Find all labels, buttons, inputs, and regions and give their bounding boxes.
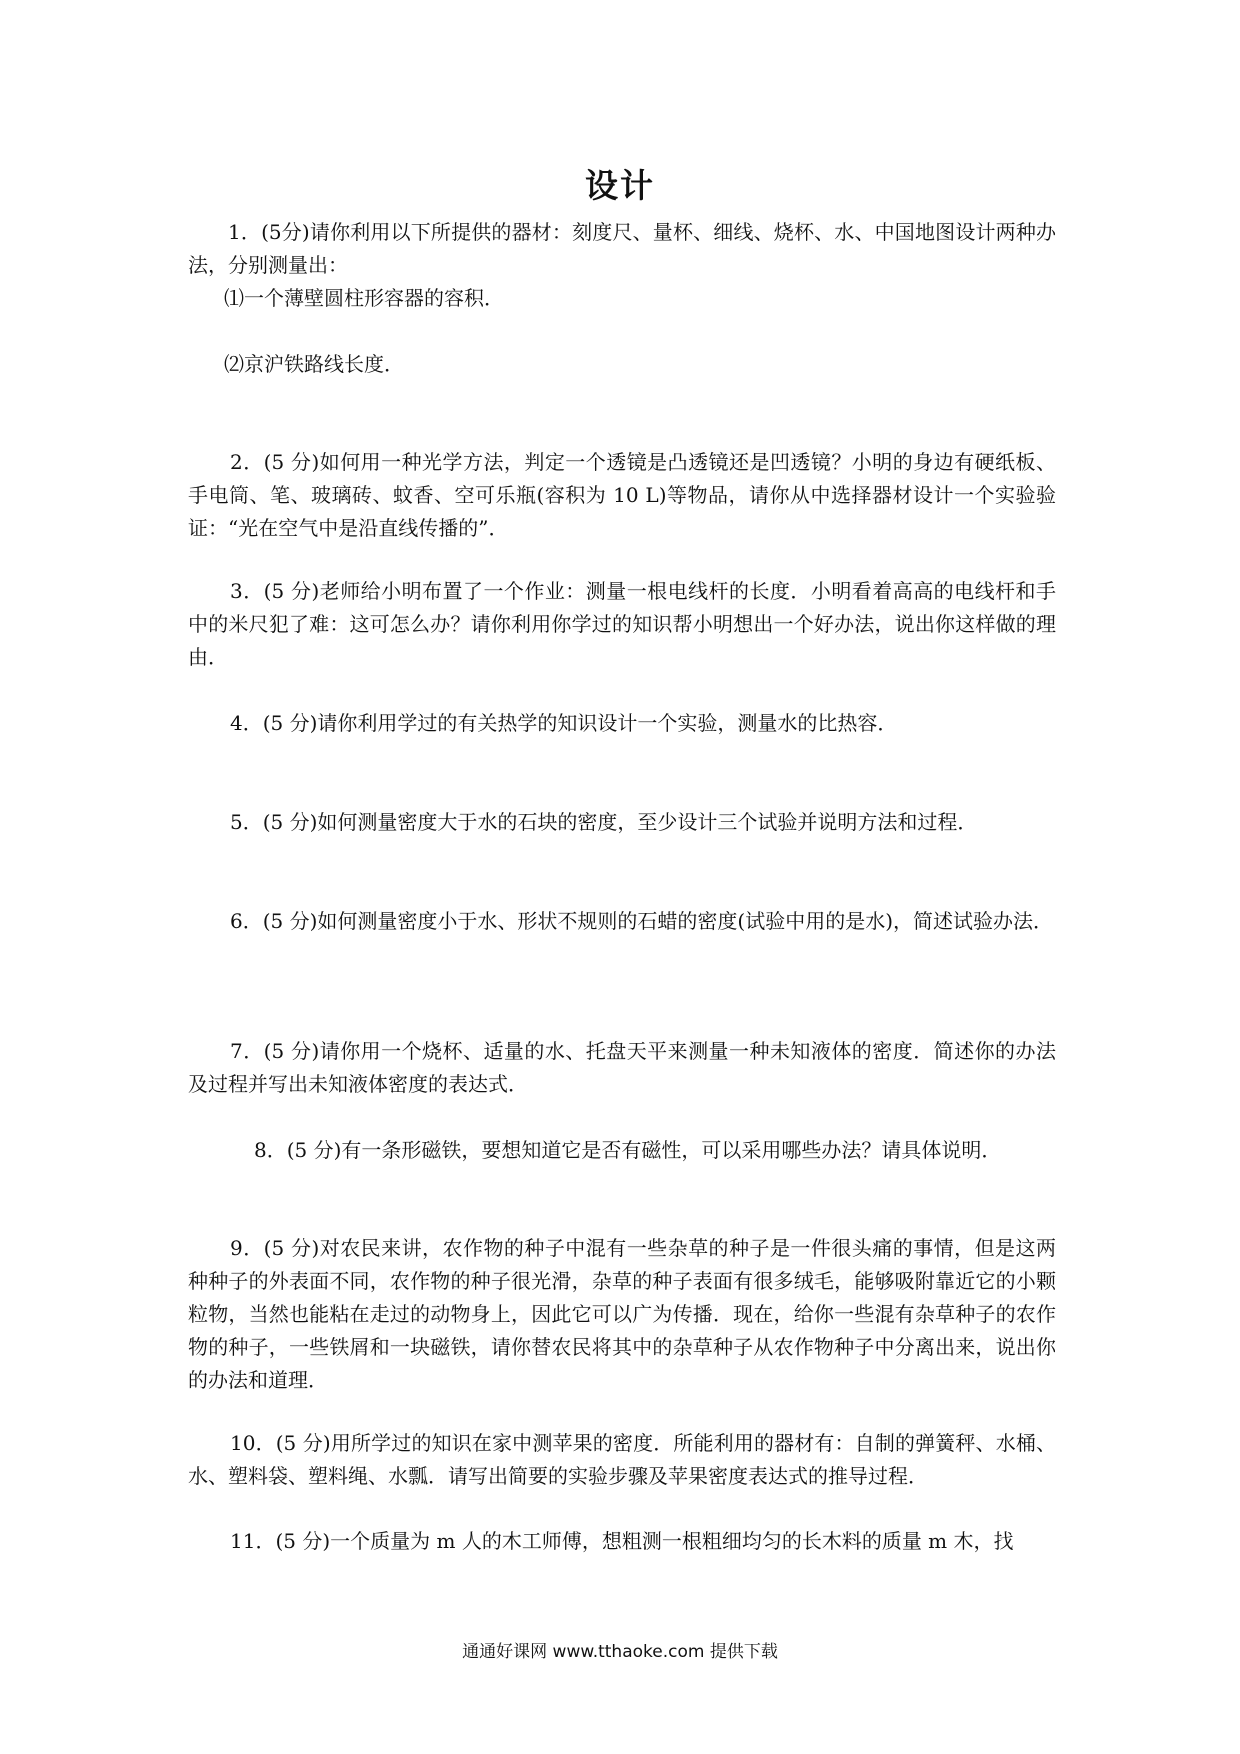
question-2: 2．(5 分)如何用一种光学方法，判定一个透镜是凸透镜还是凹透镜？小明的身边有硬纸板、手电筒、笔、玻璃砖、蚊香、空可乐瓶(容积为 10 L)等物品，请你从中选择器材设计一个实验验证：“光在空气中是沿直线传播的”． [188, 450, 1056, 540]
question-4: 4．(5 分)请你利用学过的有关热学的知识设计一个实验，测量水的比热容． [230, 711, 898, 735]
question-9: 9．(5 分)对农民来讲，农作物的种子中混有一些杂草的种子是一件很头痛的事情，但是这两种种子的外表面不同，农作物的种子很光滑，杂草的种子表面有很多绒毛，能够吸附靠近它的小颗粒物，当然也能粘在走过的动物身上，因此它可以广为传播．现在，给你一些混有杂草种子的农作物的种子，一些铁屑和一块磁铁，请你替农民将其中的杂草种子从农作物种子中分离出来，说出你的办法和道理． [188, 1236, 1056, 1392]
question-1: 1．(5分)请你利用以下所提供的器材：刻度尺、量杯、细线、烧杯、水、中国地图设计两种办法，分别测量出： [188, 220, 1056, 277]
question-6: 6．(5 分)如何测量密度小于水、形状不规则的石蜡的密度(试验中用的是水)，简述试验办法． [230, 909, 1054, 933]
question-1-part-2: ⑵京沪铁路线长度． [224, 352, 404, 376]
question-11: 11．(5 分)一个质量为 m 人的木工师傅，想粗测一根粗细均匀的长木料的质量 m 木，找 [230, 1529, 1014, 1553]
question-3: 3．(5 分)老师给小明布置了一个作业：测量一根电线杆的长度．小明看着高高的电线杆和手中的米尺犯了难：这可怎么办？请你利用你学过的知识帮小明想出一个好办法，说出你这样做的理由． [188, 579, 1056, 669]
page-title: 设计 [585, 166, 655, 205]
question-8: 8．(5 分)有一条形磁铁，要想知道它是否有磁性，可以采用哪些办法？请具体说明． [254, 1138, 1002, 1162]
question-7: 7．(5 分)请你用一个烧杯、适量的水、托盘天平来测量一种未知液体的密度．简述你的办法及过程并写出未知液体密度的表达式． [188, 1039, 1056, 1096]
question-5: 5．(5 分)如何测量密度大于水的石块的密度，至少设计三个试验并说明方法和过程． [230, 810, 978, 834]
question-10: 10．(5 分)用所学过的知识在家中测苹果的密度．所能利用的器材有：自制的弹簧秤、水桶、水、塑料袋、塑料绳、水瓢．请写出简要的实验步骤及苹果密度表达式的推导过程． [188, 1431, 1056, 1488]
footer-download-note: 通通好课网 www.tthaoke.com 提供下载 [462, 1642, 778, 1662]
question-1-part-1: ⑴一个薄壁圆柱形容器的容积． [224, 286, 504, 310]
